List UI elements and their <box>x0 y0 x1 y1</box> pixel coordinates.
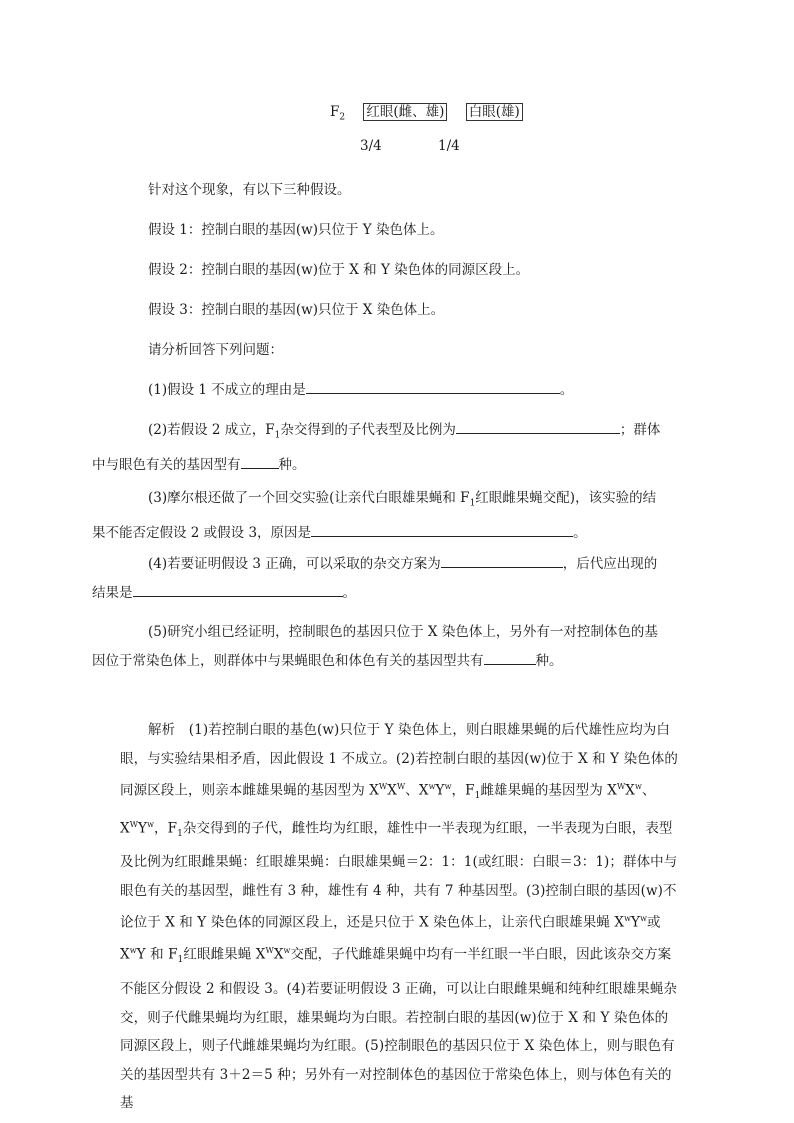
answer-blank[interactable] <box>241 454 279 469</box>
hypothesis-2: 假设 2：控制白眼的基因(w)位于 X 和 Y 染色体的同源区段上。 <box>148 262 530 278</box>
red-eye-box: 红眼(雌、雄) <box>363 103 447 121</box>
intro-text: 针对这个现象，有以下三种假设。 <box>148 182 351 198</box>
question-1: (1)假设 1 不成立的理由是 。 <box>120 376 680 405</box>
answer-blank[interactable] <box>441 553 563 568</box>
answer-blank[interactable] <box>456 419 620 434</box>
ratio-row <box>360 138 460 154</box>
ratio-white: 1/4 <box>438 138 460 154</box>
question-prompt: 请分析回答下列问题： <box>148 342 283 358</box>
hypothesis-1: 假设 1：控制白眼的基因(w)只位于 Y 染色体上。 <box>148 222 444 238</box>
hypothesis-3: 假设 3：控制白眼的基因(w)只位于 X 染色体上。 <box>148 302 445 318</box>
analysis-section: 解析 (1)若控制白眼的基色(w)只位于 Y 染色体上，则白眼雄果蝇的后代雄性应均为白眼，与实验结果相矛盾，因此假设 1 不成立。(2)若控制白眼的基因(w)位于 X 和 Y 染色体的同源区段上，则亲本雌雄果蝇的基因型为 $X^WX^W$、$X^wY^w$，$F_1$雌雄果蝇的基因型为 $X^WX^w$、$X^WY^w$，$F_1$杂交得到的子代，雌性均为红眼，雄性中一半表现为红眼，一半表现为白眼，表型及比例为红眼雌果蝇：红眼雄果蝇：白眼雄果蝇＝2：1：1(或红眼：白眼＝3：1)；群体中与眼色有关的基因型，雌性有 3 种，雄性有 4 种，共有 7 种基因型。(3)控制白眼的基因(w)不论位于 X 和 Y 染色体的同源区段上，还是只位于 X 染色体上，让亲代白眼雄果蝇 $X^wY^w$或 $X^wY$ 和 $F_1$红眼雌果蝇 $X^WX^w$交配，子代雌雄果蝇中均有一半红眼一半白眼，因此该杂交方案不能区分假设 2 和假设 3。(4)若要证明假设 3 正确，可以让白眼雌果蝇和纯种红眼雄果蝇杂交，则子代雌果蝇均为红眼，雄果蝇均为白眼。若控制白眼的基因(w)位于 X 和 Y 染色体的同源区段上，则子代雌雄果蝇均为红眼。(5)控制眼色的基因只位于 X 染色体上，则与眼色有关的基因型共有 3＋2＝5 种；另外有一对控制体色的基因位于常染色体上，则与体色有关的基 <box>120 722 678 1112</box>
answer-blank[interactable] <box>311 522 573 537</box>
f2-label: $F_2$ <box>330 104 346 123</box>
white-eye-box: 白眼(雄) <box>466 103 523 121</box>
question-2: (2)若假设 2 成立，$F_1$杂交得到的子代表型及比例为 ；群体 中与眼色有关的基因型有 种。 <box>120 416 680 480</box>
ratio-red: 3/4 <box>360 138 382 154</box>
answer-blank[interactable] <box>133 582 343 597</box>
question-5: (5)研究小组已经证明，控制眼色的基因只位于 X 染色体上，另外有一对控制体色的基 因位于常染色体上，则群体中与果蝇眼色和体色有关的基因型共有 种。 <box>92 624 658 669</box>
f2-generation-row <box>330 100 523 123</box>
answer-blank[interactable] <box>306 379 560 394</box>
question-4: (4)若要证明假设 3 正确，可以采取的杂交方案为 ，后代应出现的 结果是 。 <box>120 550 680 608</box>
question-3: (3)摩尔根还做了一个回交实验(让亲代白眼雄果蝇和 $F_1$红眼雌果蝇交配)，该实验的结 果不能否定假设 2 或假设 3，原因是 。 <box>92 490 657 541</box>
answer-blank[interactable] <box>484 650 536 665</box>
